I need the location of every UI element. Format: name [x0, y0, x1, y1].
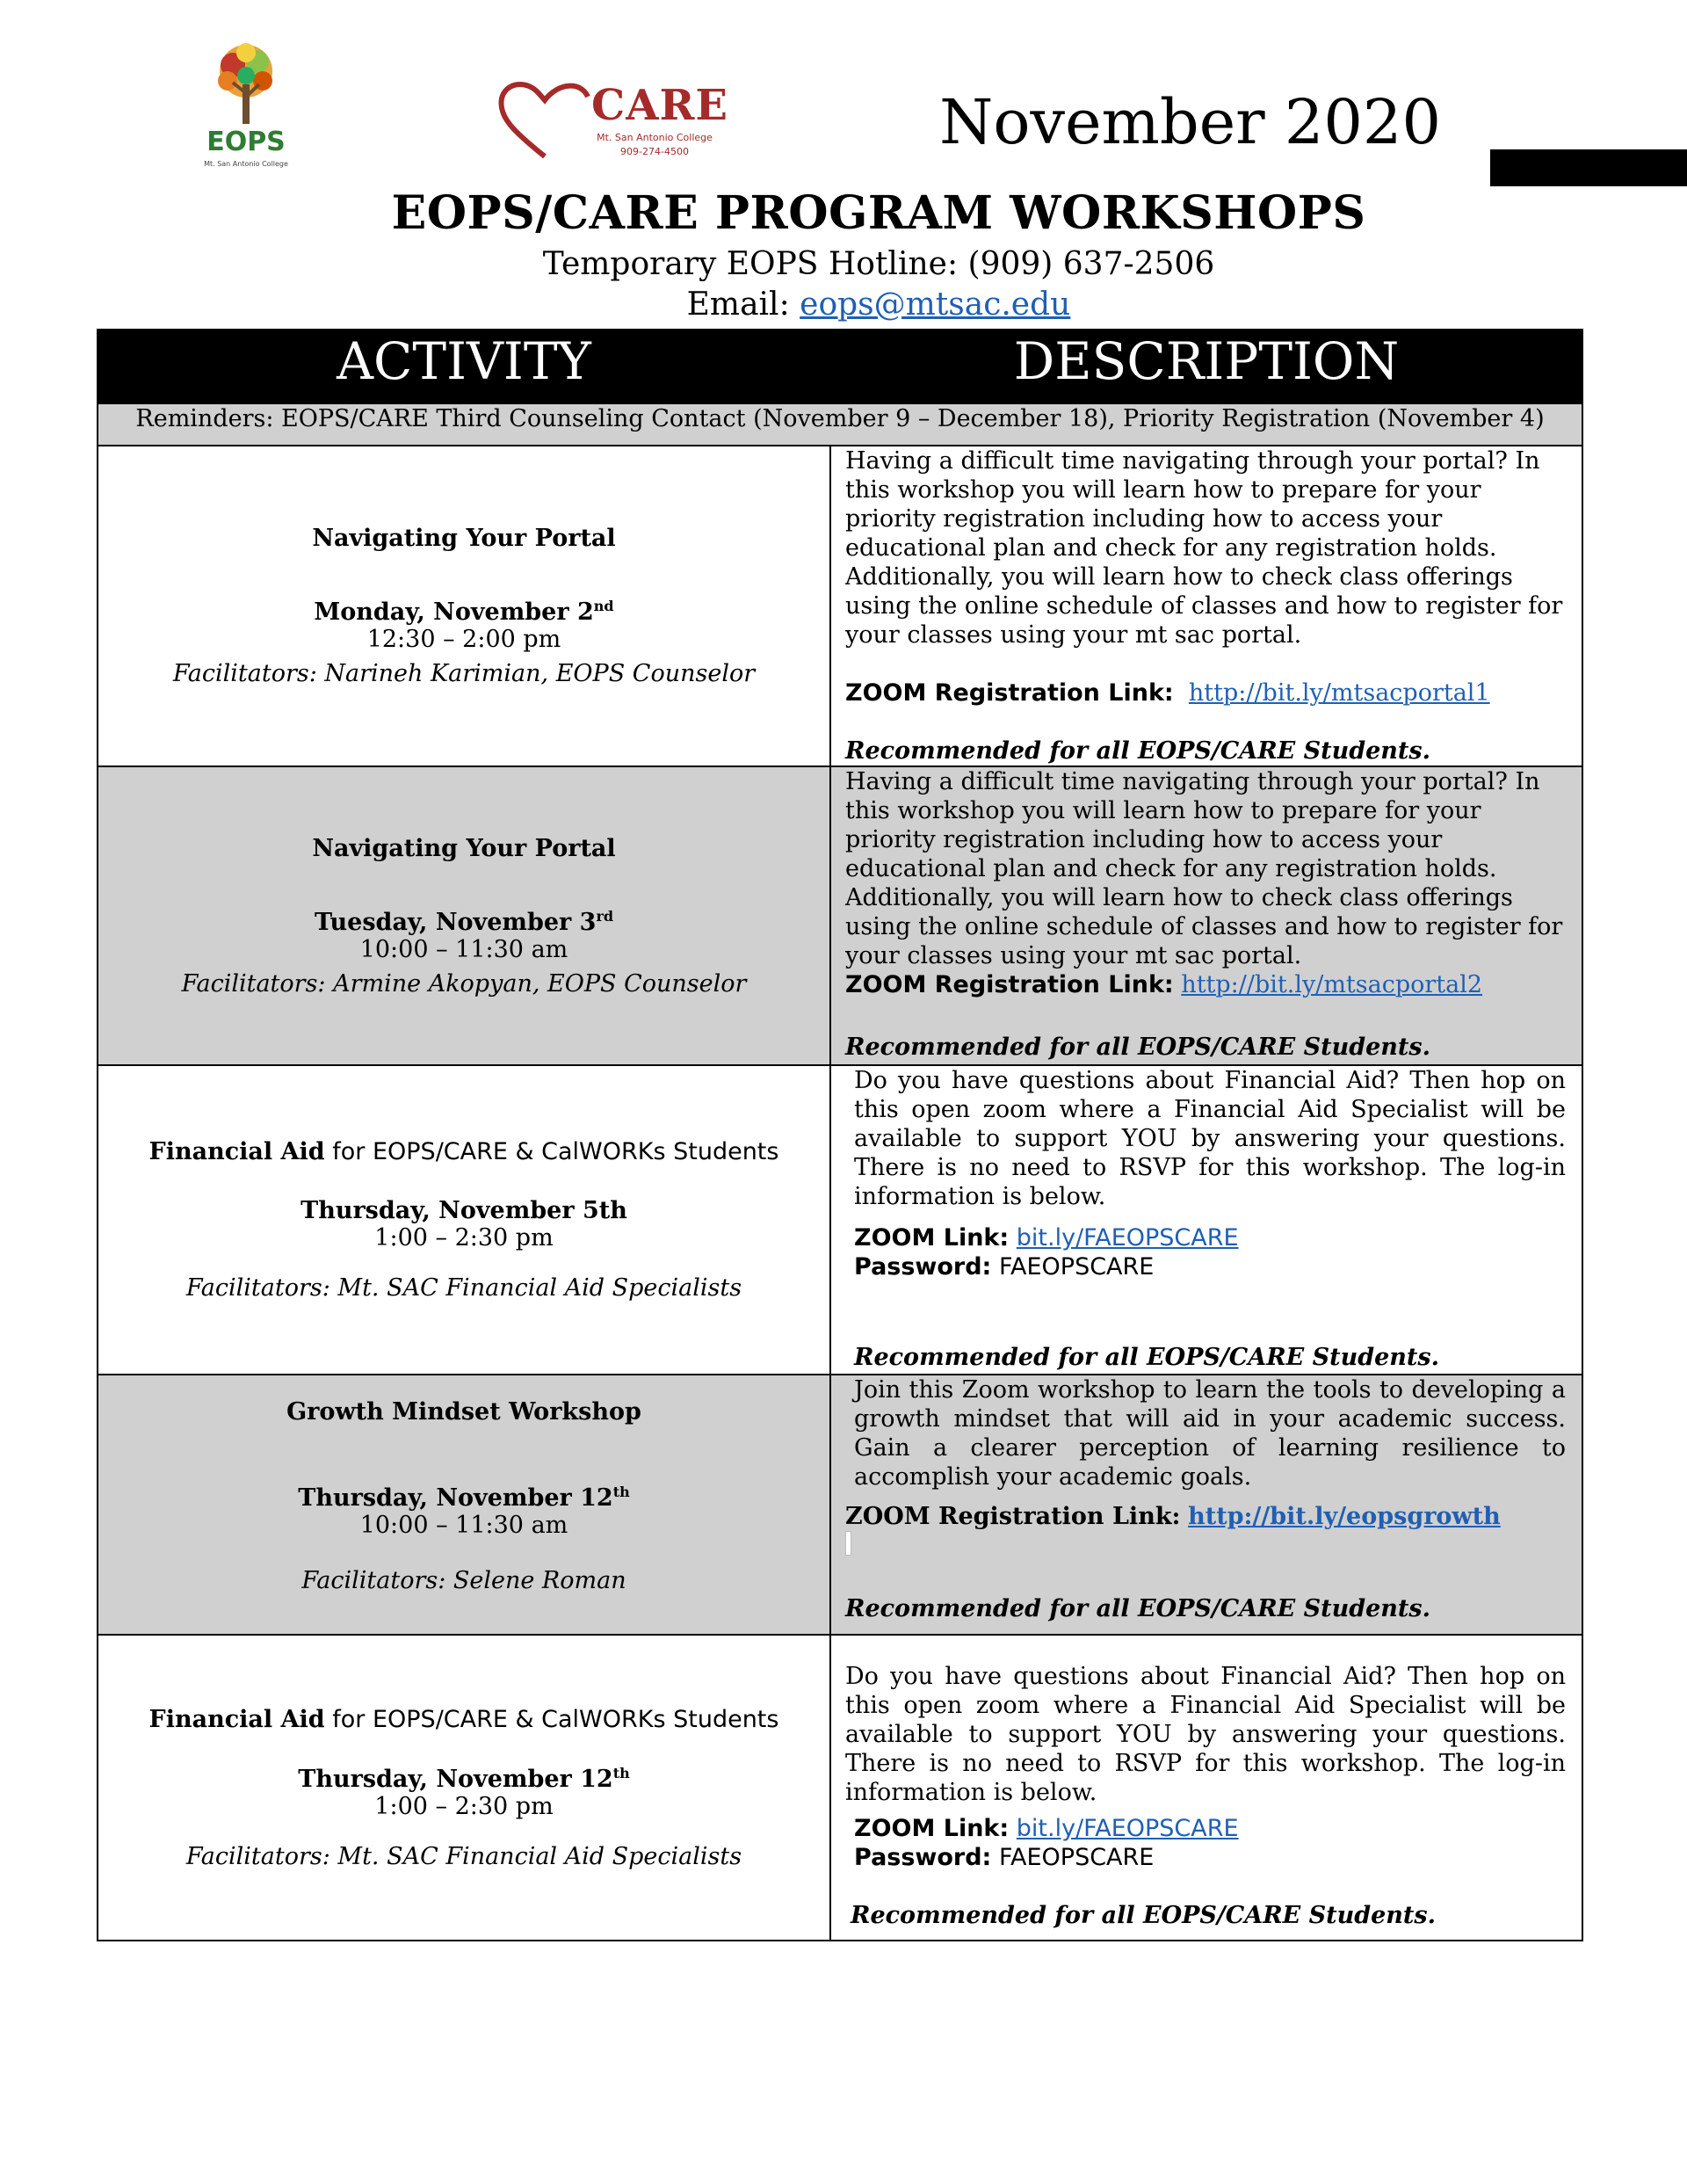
password-line: Password: FAEOPSCARE — [854, 1253, 1155, 1281]
heart-icon — [496, 77, 593, 165]
table-row — [98, 766, 1582, 1065]
care-logo-text: CARE — [591, 81, 728, 130]
care-logo — [496, 77, 729, 165]
reminder-text: Reminders: EOPS/CARE Third Counseling Contact (November 9 – December 18), Priority Registration (November 4) — [98, 403, 1582, 446]
eops-logo-text: EOPS — [206, 127, 286, 157]
workshop-time: 10:00 – 11:30 am — [359, 1512, 568, 1539]
recommended-note: Recommended for all EOPS/CARE Students. — [851, 1902, 1436, 1929]
zoom-link[interactable]: http://bit.ly/mtsacportal2 — [1181, 971, 1483, 998]
recommended-note: Recommended for all EOPS/CARE Students. — [845, 1034, 1430, 1061]
workshop-name: Growth Mindset Workshop — [286, 1398, 641, 1426]
workshop-date: Monday, November 2nd — [314, 598, 614, 626]
eops-logo-subtext: Mt. San Antonio College — [204, 160, 288, 168]
workshop-facilitators: Facilitators: Mt. SAC Financial Aid Specialists — [185, 1274, 742, 1302]
workshop-description: Join this Zoom workshop to learn the tools to developing a growth mindset that will aid in your academic success. Gain a clearer perception of learning resilience to accomplish your academic goals. — [854, 1376, 1566, 1491]
workshop-description: Having a difficult time navigating through your portal? In this workshop you will learn how to prepare for your priority registration including how to access your educational plan and check for any registration holds. Additionally, you will learn how to check class offerings using the online schedule of classes and how to register for your classes using your mt sac portal. — [845, 447, 1563, 649]
text-cursor — [845, 1531, 851, 1556]
workshop-description: Do you have questions about Financial Aid? Then hop on this open zoom where a Financial Aid Specialist will be available to support YOU by answering your questions. There is no need to RSVP for this workshop. The log-in information is below. — [854, 1067, 1566, 1210]
password-line: Password: FAEOPSCARE — [854, 1844, 1155, 1871]
zoom-link[interactable]: http://bit.ly/mtsacportal1 — [1188, 679, 1490, 707]
table-row — [98, 446, 1582, 766]
page-title: EOPS/CARE PROGRAM WORKSHOPS — [391, 186, 1366, 240]
workshop-description: Do you have questions about Financial Aid? Then hop on this open zoom where a Financial Aid Specialist will be available to support YOU by answering your questions. There is no need to RSVP for this workshop. The log-in information is below. — [845, 1663, 1566, 1806]
table-row — [98, 1635, 1582, 1941]
description-cell — [830, 766, 1582, 1065]
email-link[interactable]: eops@mtsac.edu — [800, 287, 1071, 323]
activity-cell — [98, 1375, 830, 1635]
recommended-note: Recommended for all EOPS/CARE Students. — [854, 1344, 1439, 1371]
workshop-description: Having a difficult time navigating through your portal? In this workshop you will learn how to prepare for your priority registration including how to access your educational plan and check for any registration holds. Additionally, you will learn how to check class offerings using the online schedule of classes and how to register for your classes using your mt sac portal. — [845, 768, 1563, 969]
workshop-name: Financial Aid for EOPS/CARE & CalWORKs Students — [148, 1705, 779, 1733]
workshop-time: 12:30 – 2:00 pm — [366, 626, 561, 653]
zoom-link-line: ZOOM Registration Link: http://bit.ly/mtsacportal2 — [845, 971, 1483, 998]
eops-logo — [198, 40, 294, 172]
zoom-link[interactable]: bit.ly/FAEOPSCARE — [1016, 1224, 1239, 1252]
zoom-link[interactable]: http://bit.ly/eopsgrowth — [1188, 1503, 1501, 1530]
description-cell — [830, 446, 1582, 766]
tree-icon — [206, 40, 286, 128]
redaction-bar — [1490, 149, 1687, 186]
workshop-facilitators: Facilitators: Selene Roman — [301, 1567, 626, 1594]
workshop-date: Thursday, November 12th — [298, 1764, 630, 1793]
month-heading: November 2020 — [939, 86, 1441, 158]
zoom-link-line: ZOOM Link: bit.ly/FAEOPSCARE — [854, 1815, 1239, 1842]
workshop-name: Navigating Your Portal — [312, 525, 616, 552]
hotline: Temporary EOPS Hotline: (909) 637-2506 — [542, 246, 1215, 282]
header-description: DESCRIPTION — [830, 330, 1582, 403]
workshop-name: Navigating Your Portal — [312, 834, 616, 862]
zoom-link-line: ZOOM Registration Link: http://bit.ly/eopsgrowth — [845, 1503, 1501, 1530]
workshop-time: 10:00 – 11:30 am — [359, 935, 568, 963]
reminder-row — [98, 403, 1582, 446]
email-label: Email: — [686, 287, 790, 323]
workshop-time: 1:00 – 2:30 pm — [374, 1224, 554, 1252]
workshop-facilitators: Facilitators: Mt. SAC Financial Aid Specialists — [185, 1842, 742, 1870]
activity-cell — [98, 446, 830, 766]
zoom-link-line: ZOOM Link: bit.ly/FAEOPSCARE — [854, 1224, 1239, 1252]
zoom-link-line: ZOOM Registration Link: http://bit.ly/mtsacportal1 — [845, 679, 1490, 707]
care-logo-college: Mt. San Antonio College — [597, 132, 713, 143]
activity-cell — [98, 1635, 830, 1941]
description-cell — [830, 1065, 1582, 1375]
workshop-facilitators: Facilitators: Armine Akopyan, EOPS Counselor — [181, 969, 747, 998]
workshop-date: Thursday, November 12th — [298, 1484, 630, 1512]
activity-cell — [98, 766, 830, 1065]
workshop-date: Tuesday, November 3rd — [314, 907, 614, 936]
email-line — [0, 287, 1687, 323]
workshop-date: Thursday, November 5th — [300, 1197, 627, 1224]
recommended-note: Recommended for all EOPS/CARE Students. — [845, 1595, 1430, 1622]
table-header — [98, 330, 1582, 403]
workshop-name: Financial Aid for EOPS/CARE & CalWORKs Students — [148, 1138, 779, 1165]
header-activity: ACTIVITY — [98, 330, 830, 403]
care-logo-phone: 909-274-4500 — [620, 146, 689, 157]
workshop-table — [97, 329, 1583, 1941]
activity-cell — [98, 1065, 830, 1375]
table-row — [98, 1065, 1582, 1375]
recommended-note: Recommended for all EOPS/CARE Students. — [845, 737, 1430, 765]
table-row — [98, 1375, 1582, 1635]
description-cell — [830, 1635, 1582, 1941]
zoom-link[interactable]: bit.ly/FAEOPSCARE — [1016, 1815, 1239, 1842]
workshop-facilitators: Facilitators: Narineh Karimian, EOPS Counselor — [172, 660, 756, 687]
workshop-time: 1:00 – 2:30 pm — [374, 1792, 554, 1820]
description-cell — [830, 1375, 1582, 1635]
